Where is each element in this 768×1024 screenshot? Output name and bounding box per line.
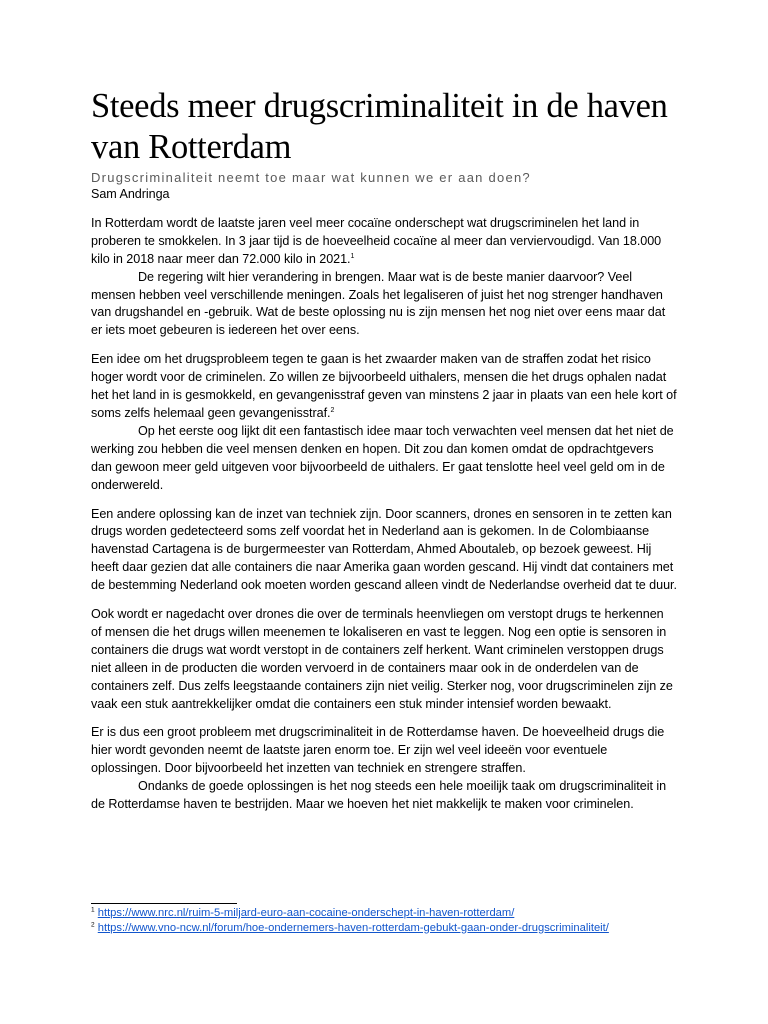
footnote-divider [91, 903, 237, 904]
section-3 [91, 506, 677, 596]
section-1 [91, 215, 677, 340]
footnote-2: $^2$ https://www.vno-ncw.nl/forum/hoe-ondernemers-haven-rotterdam-gebukt-gaan-onder-drugscriminaliteit/ [91, 920, 609, 934]
section-5 [91, 724, 677, 814]
footnote-1: $^1$ https://www.nrc.nl/ruim-5-miljard-euro-aan-cocaine-onderschept-in-haven-rotterdam/ [91, 906, 515, 919]
paragraph: Op het eerste oog lijkt dit een fantastisch idee maar toch verwachten veel mensen dat het niet de werking zou hebben die veel mensen denken en hopen. Dit zou dan komen omdat de opdrachtgevers dan gewoon meer geld uitgeven voor bijvoorbeeld de uithalers. Er gaat tenslotte heel veel geld om in de onderwereld. [91, 423, 674, 492]
paragraph: Er is dus een groot probleem met drugscriminaliteit in de Rotterdamse haven. De hoeveelheid drugs die hier wordt gevonden neemt de laatste jaren enorm toe. Er zijn wel veel ideeën voor eventuele oplossingen. Door bijvoorbeeld het inzetten van techniek en strengere straffen. [91, 725, 665, 776]
section-4 [91, 606, 677, 713]
subtitle: Drugscriminaliteit neemt toe maar wat kunnen we er aan doen? [91, 170, 531, 185]
footnote-link-2[interactable]: https://www.vno-ncw.nl/forum/hoe-ondernemers-haven-rotterdam-gebukt-gaan-onder-drugscriminaliteit/ [97, 921, 609, 934]
section-2 [91, 351, 677, 494]
footnote-link-1[interactable]: https://www.nrc.nl/ruim-5-miljard-euro-aan-cocaine-onderschept-in-haven-rotterdam/ [97, 907, 515, 919]
paragraph: In Rotterdam wordt de laatste jaren veel meer cocaïne onderschept wat drugscriminelen het land in proberen te smokkelen. In 3 jaar tijd is de hoeveelheid cocaïne al meer dan verviervoudigd. Van 18.000 kilo in 2018 naar meer dan 72.000 kilo in 2021.$^1$ [91, 215, 662, 266]
footnote-ref[interactable]: 2 [330, 406, 335, 414]
paragraph: De regering wilt hier verandering in brengen. Maar wat is de beste manier daarvoor? Veel mensen hebben veel verschillende meningen. Zoals het legaliseren of juist het nog strenger handhaven van drugshandel en -gebruik. Wat de beste oplossing nu is zijn mensen het nog niet over eens maar dat er iets moet gebeuren is iedereen het over eens. [91, 269, 666, 338]
paragraph: Een andere oplossing kan de inzet van techniek zijn. Door scanners, drones en sensoren in te zetten kan drugs worden gedetecteerd soms zelf voordat het in Nederland aan is gekomen. In de Colombiaanse havenstad Cartagena is de burgermeester van Rotterdam, Ahmed Aboutaleb, op bezoek geweest. Hij heeft daar gezien dat alle containers die naar Amerika gaan worden gescand. Hij vindt dat containers met de bestemming Nederland ook moeten worden gescand alleen vindt de Nederlandse overheid dat te duur. [91, 506, 677, 593]
paragraph: Ook wordt er nagedacht over drones die over de terminals heenvliegen om verstopt drugs te herkennen of mensen die het drugs willen meenemen te lokaliseren en vast te leggen. Nog een optie is sensoren in containers die drugs wat wordt verstopt in de containers zelf herkent. Want criminelen verstoppen drugs niet alleen in de producten die worden vervoerd in de containers maar ook in de onderdelen van de containers zelf. Dus zelfs leegstaande containers zijn niet veilig. Sterker nog, voor drugscriminelen zijn ze vaak een stuk aantrekkelijker omdat die containers een stuk minder intensief worden bewaakt. [91, 607, 673, 711]
page-title: Steeds meer drugscriminaliteit in de haven van Rotterdam [91, 87, 668, 166]
footnotes [91, 903, 711, 935]
document-body [91, 86, 677, 814]
footnote-ref[interactable]: 1 [350, 252, 355, 260]
author: Sam Andringa [91, 187, 170, 201]
paragraph: Ondanks de goede oplossingen is het nog steeds een hele moeilijk taak om drugscriminaliteit in de Rotterdamse haven te bestrijden. Maar we hoeven het niet makkelijk te maken voor criminelen. [91, 779, 667, 812]
paragraph: Een idee om het drugsprobleem tegen te gaan is het zwaarder maken van de straffen zodat het risico hoger wordt voor de criminelen. Zo willen ze bijvoorbeeld uithalers, mensen die het drugs ophalen nadat het het land in is gesmokkeld, en gevangenisstraf geven van minstens 2 jaar in plaats van een hele kort of soms zelfs helemaal geen gevangenisstraf.$^2$ [91, 352, 677, 420]
